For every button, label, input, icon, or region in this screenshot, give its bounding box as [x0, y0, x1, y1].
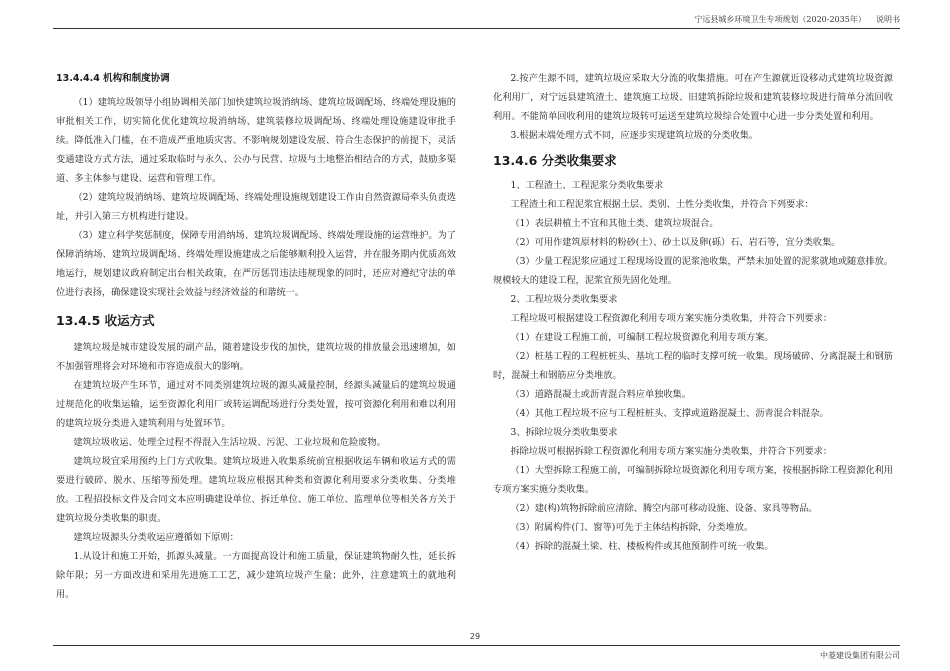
list-item: （2）可用作建筑原材料的粉砂(土）、砂土以及卵(砾）石、岩石等，宜分类收集。 — [510, 237, 841, 248]
paragraph: 2.按产生源不同，建筑垃圾应采取大分流的收集措施。可在产生源就近设移动式建筑垃圾资源化利用厂，对宁远县建筑渣土、建筑施工垃圾、旧建筑拆除垃圾和建筑装修垃圾进行简单分流回收利用。不能简单回收利用的建筑垃圾转可运送至建筑垃圾综合处置中心进一步分类处置和利用。 — [493, 73, 893, 122]
left-column — [56, 36, 456, 604]
list-item: （3）少量工程泥浆应通过工程现场设置的泥浆池收集，严禁未加处置的泥浆就地或随意排放。规模较大的建设工程，泥浆宜预先固化处理。 — [493, 256, 893, 286]
list-item: （2）桩基工程的工程桩桩头、基坑工程的临时支撑可统一收集。现场破碎、分离混凝土和钢筋时，混凝土和钢筋应分类堆放。 — [493, 351, 893, 381]
document-type: 说明书 — [876, 15, 900, 24]
subsection-title: 2、工程垃圾分类收集要求 — [510, 294, 618, 305]
right-column — [493, 36, 893, 556]
document-title: 宁远县城乡环境卫生专项规划（2020-2035年） — [694, 15, 866, 24]
list-item: （2）建(构)筑物拆除前应清除、腾空内部可移动设施、设备、家具等物品。 — [510, 503, 818, 514]
list-item: （3）附属构件(门、窗等)可先于主体结构拆除，分类堆放。 — [510, 522, 754, 533]
paragraph: （3）建立科学奖惩制度，保障专用消纳场、建筑垃圾调配场、终端处理设施的运营维护。为了保障消纳场、建筑垃圾调配场、终端处理设施建成之后能够顺利投入运营，并在服务期内优质高效地运行，规划建议政府制定出台相关政策，在严厉惩罚违法违规现象的同时，还应对遵纪守法的单位进行表扬，确保建设实现社会效益与经济效益的和谐统一。 — [56, 230, 456, 298]
subsection-title: 3、拆除垃圾分类收集要求 — [510, 427, 618, 438]
heading-13-4-5: 13.4.5 收运方式 — [56, 313, 155, 328]
list-item: （1）表层耕植土不宜和其他土类、建筑垃圾混合。 — [510, 218, 719, 229]
heading-13-4-4-4: 13.4.4.4 机构和制度协调 — [56, 73, 170, 84]
paragraph: 工程渣土和工程泥浆宜根据土层、类别、土性分类收集，并符合下列要求： — [510, 199, 814, 210]
paragraph: （2）建筑垃圾消纳场、建筑垃圾调配场、终端处理设施规划建设工作由自然资源局牵头负责选址，并引入第三方机构进行建设。 — [56, 192, 456, 222]
page-number: 29 — [469, 632, 481, 641]
paragraph: 建筑垃圾是城市建设发展的副产品，随着建设步伐的加快，建筑垃圾的排放量会迅速增加，如不加强管理将会对环境和市容造成很大的影响。 — [56, 342, 456, 372]
subsection-title: 1、工程渣土、工程泥浆分类收集要求 — [510, 180, 664, 191]
paragraph: 1.从设计和施工开始，抓源头减量。一方面提高设计和施工质量，保证建筑物耐久性，延长拆除年限；另一方面改进和采用先进施工工艺，减少建筑垃圾产生量；此外，注意建筑土的就地利用。 — [56, 551, 456, 600]
company-name: 中菱建设集团有限公司 — [820, 651, 900, 660]
paragraph: 建筑垃圾源头分类收运应遵循如下原则： — [73, 532, 239, 543]
list-item: （4）其他工程垃圾不应与工程桩桩头、支撑或道路混凝土、沥青混合料混杂。 — [510, 408, 829, 419]
heading-13-4-6: 13.4.6 分类收集要求 — [493, 153, 617, 168]
paragraph: 在建筑垃圾产生环节，通过对不同类别建筑垃圾的源头减量控制，经源头减量后的建筑垃圾通过规范化的收集运输，运至资源化利用厂或转运调配场进行分类处置，按可资源化利用和难以利用的建筑垃圾分类进入建筑利用与处置环节。 — [56, 380, 456, 429]
paragraph: 3.根据末端处理方式不同，应逐步实现建筑垃圾的分类收集。 — [510, 130, 759, 141]
list-item: （3）道路混凝土或沥青混合料应单独收集。 — [510, 389, 691, 400]
paragraph: 工程垃圾可根据建设工程资源化利用专项方案实施分类收集，并符合下列要求： — [510, 313, 833, 324]
paragraph: 拆除垃圾可根据拆除工程资源化利用专项方案实施分类收集，并符合下列要求： — [510, 446, 833, 457]
paragraph: 建筑垃圾宜采用预约上门方式收集。建筑垃圾进入收集系统前宜根据收运车辆和收运方式的需要进行破碎、脱水、压缩等预处理。建筑垃圾应根据其种类和资源化利用要求分类收集、分类堆放。工程招投标文件及合同文本应明确建设单位、拆迁单位、施工单位、监理单位等相关各方关于建筑垃圾分类收集的职责。 — [56, 456, 456, 524]
footer-rule — [53, 645, 900, 646]
header-rule — [53, 28, 900, 29]
list-item: （1）大型拆除工程施工前，可编制拆除垃圾资源化利用专项方案，按根据拆除工程资源化利用专项方案实施分类收集。 — [493, 465, 893, 495]
running-header — [694, 14, 900, 25]
paragraph: （1）建筑垃圾领导小组协调相关部门加快建筑垃圾消纳场、建筑垃圾调配场、终端处理设施的审批相关工作，切实简化优化建筑垃圾消纳场、建筑装修垃圾调配场、终端处理设施建设审批手续。降低准入门槛，在不造成严重地质灾害、不影响规划建设发展、符合生态保护的前提下，灵活变通建设方式方法，通过采取临时与永久、公办与民营、垃圾与土地整治相结合的方式，鼓励多渠道、多主体参与建设、运营和管理工作。 — [56, 97, 456, 184]
list-item: （1）在建设工程施工前，可编制工程垃圾资源化利用专项方案。 — [510, 332, 774, 343]
list-item: （4）拆除的混凝土梁、柱、楼板构件或其他预制件可统一收集。 — [510, 541, 774, 552]
paragraph: 建筑垃圾收运、处理全过程不得混入生活垃圾、污泥、工业垃圾和危险废物。 — [73, 437, 386, 448]
